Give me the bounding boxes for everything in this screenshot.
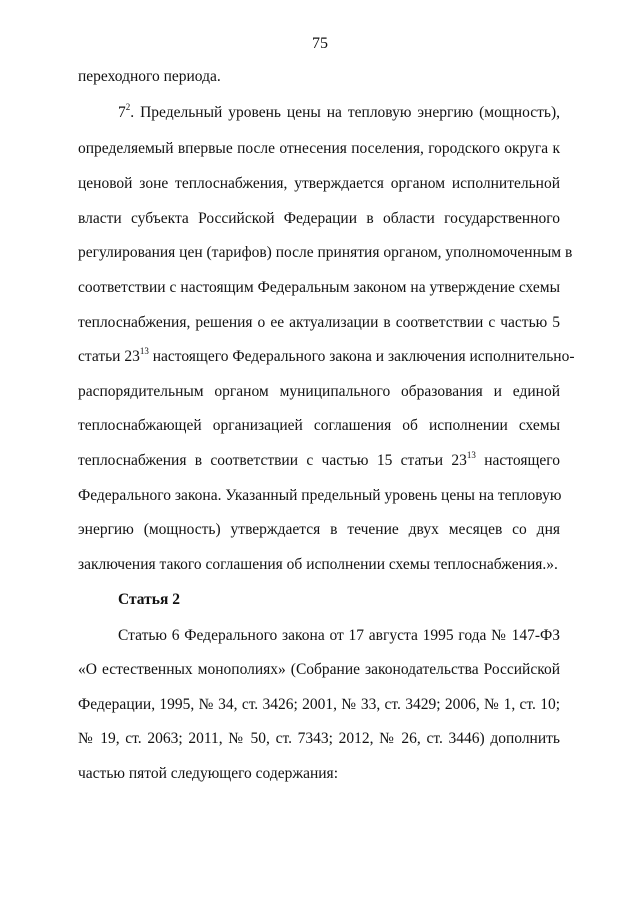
text-span: теплоснабжения в соответствии с частью 15 статьи 23 [78, 452, 467, 469]
paragraph-7-2-line-9: распорядительным органом муниципального образования и единой [78, 383, 560, 400]
article-2-line-2: «О естественных монополиях» (Собрание законодательства Российской [78, 661, 560, 678]
paragraph-7-2-line-11 [78, 451, 560, 471]
article-2-line-4: № 19, ст. 2063; 2011, № 50, ст. 7343; 2012, № 26, ст. 3446) дополнить [78, 730, 560, 747]
paragraph-7-2-line-1 [118, 103, 560, 123]
superscript: 13 [466, 449, 476, 460]
paragraph-number-superscript: 2 [125, 101, 131, 112]
paragraph-7-2-line-13: энергию (мощность) утверждается в течение двух месяцев со дня [78, 521, 560, 538]
text-span: настоящего Федерального закона и заключения исполнительно- [148, 348, 575, 365]
paragraph-7-2-line-3: ценовой зоне теплоснабжения, утверждается органом исполнительной [78, 175, 560, 192]
text-span: настоящего [475, 452, 560, 469]
paragraph-7-2-line-14: заключения такого соглашения об исполнении схемы теплоснабжения.». [78, 556, 558, 573]
text-line: переходного периода. [78, 68, 221, 85]
text-span: статьи 23 [78, 348, 140, 365]
article-heading: Статья 2 [118, 591, 180, 608]
paragraph-7-2-line-2: определяемый впервые после отнесения поселения, городского округа к [78, 140, 560, 157]
text-span: . Предельный уровень цены на тепловую энергию (мощность), [130, 104, 560, 121]
paragraph-7-2-line-6: соответствии с настоящим Федеральным законом на утверждение схемы [78, 279, 560, 296]
paragraph-7-2-line-10: теплоснабжающей организацией соглашения об исполнении схемы [78, 417, 560, 434]
article-2-line-3: Федерации, 1995, № 34, ст. 3426; 2001, № 33, ст. 3429; 2006, № 1, ст. 10; [78, 696, 560, 713]
paragraph-7-2-line-8 [78, 345, 575, 367]
paragraph-7-2-line-7: теплоснабжения, решения о ее актуализации в соответствии с частью 5 [78, 314, 560, 331]
paragraph-7-2-line-12: Федерального закона. Указанный предельный уровень цены на тепловую [78, 487, 562, 504]
article-2-line-1: Статью 6 Федерального закона от 17 августа 1995 года № 147-ФЗ [118, 627, 560, 644]
article-2-line-5: частью пятой следующего содержания: [78, 765, 338, 782]
superscript: 13 [139, 345, 149, 356]
paragraph-7-2-line-4: власти субъекта Российской Федерации в области государственного [78, 210, 560, 227]
paragraph-7-2-line-5: регулирования цен (тарифов) после принятия органом, уполномоченным в [78, 244, 573, 261]
paragraph-number: 7 [118, 104, 126, 121]
page-number: 75 [312, 35, 328, 52]
